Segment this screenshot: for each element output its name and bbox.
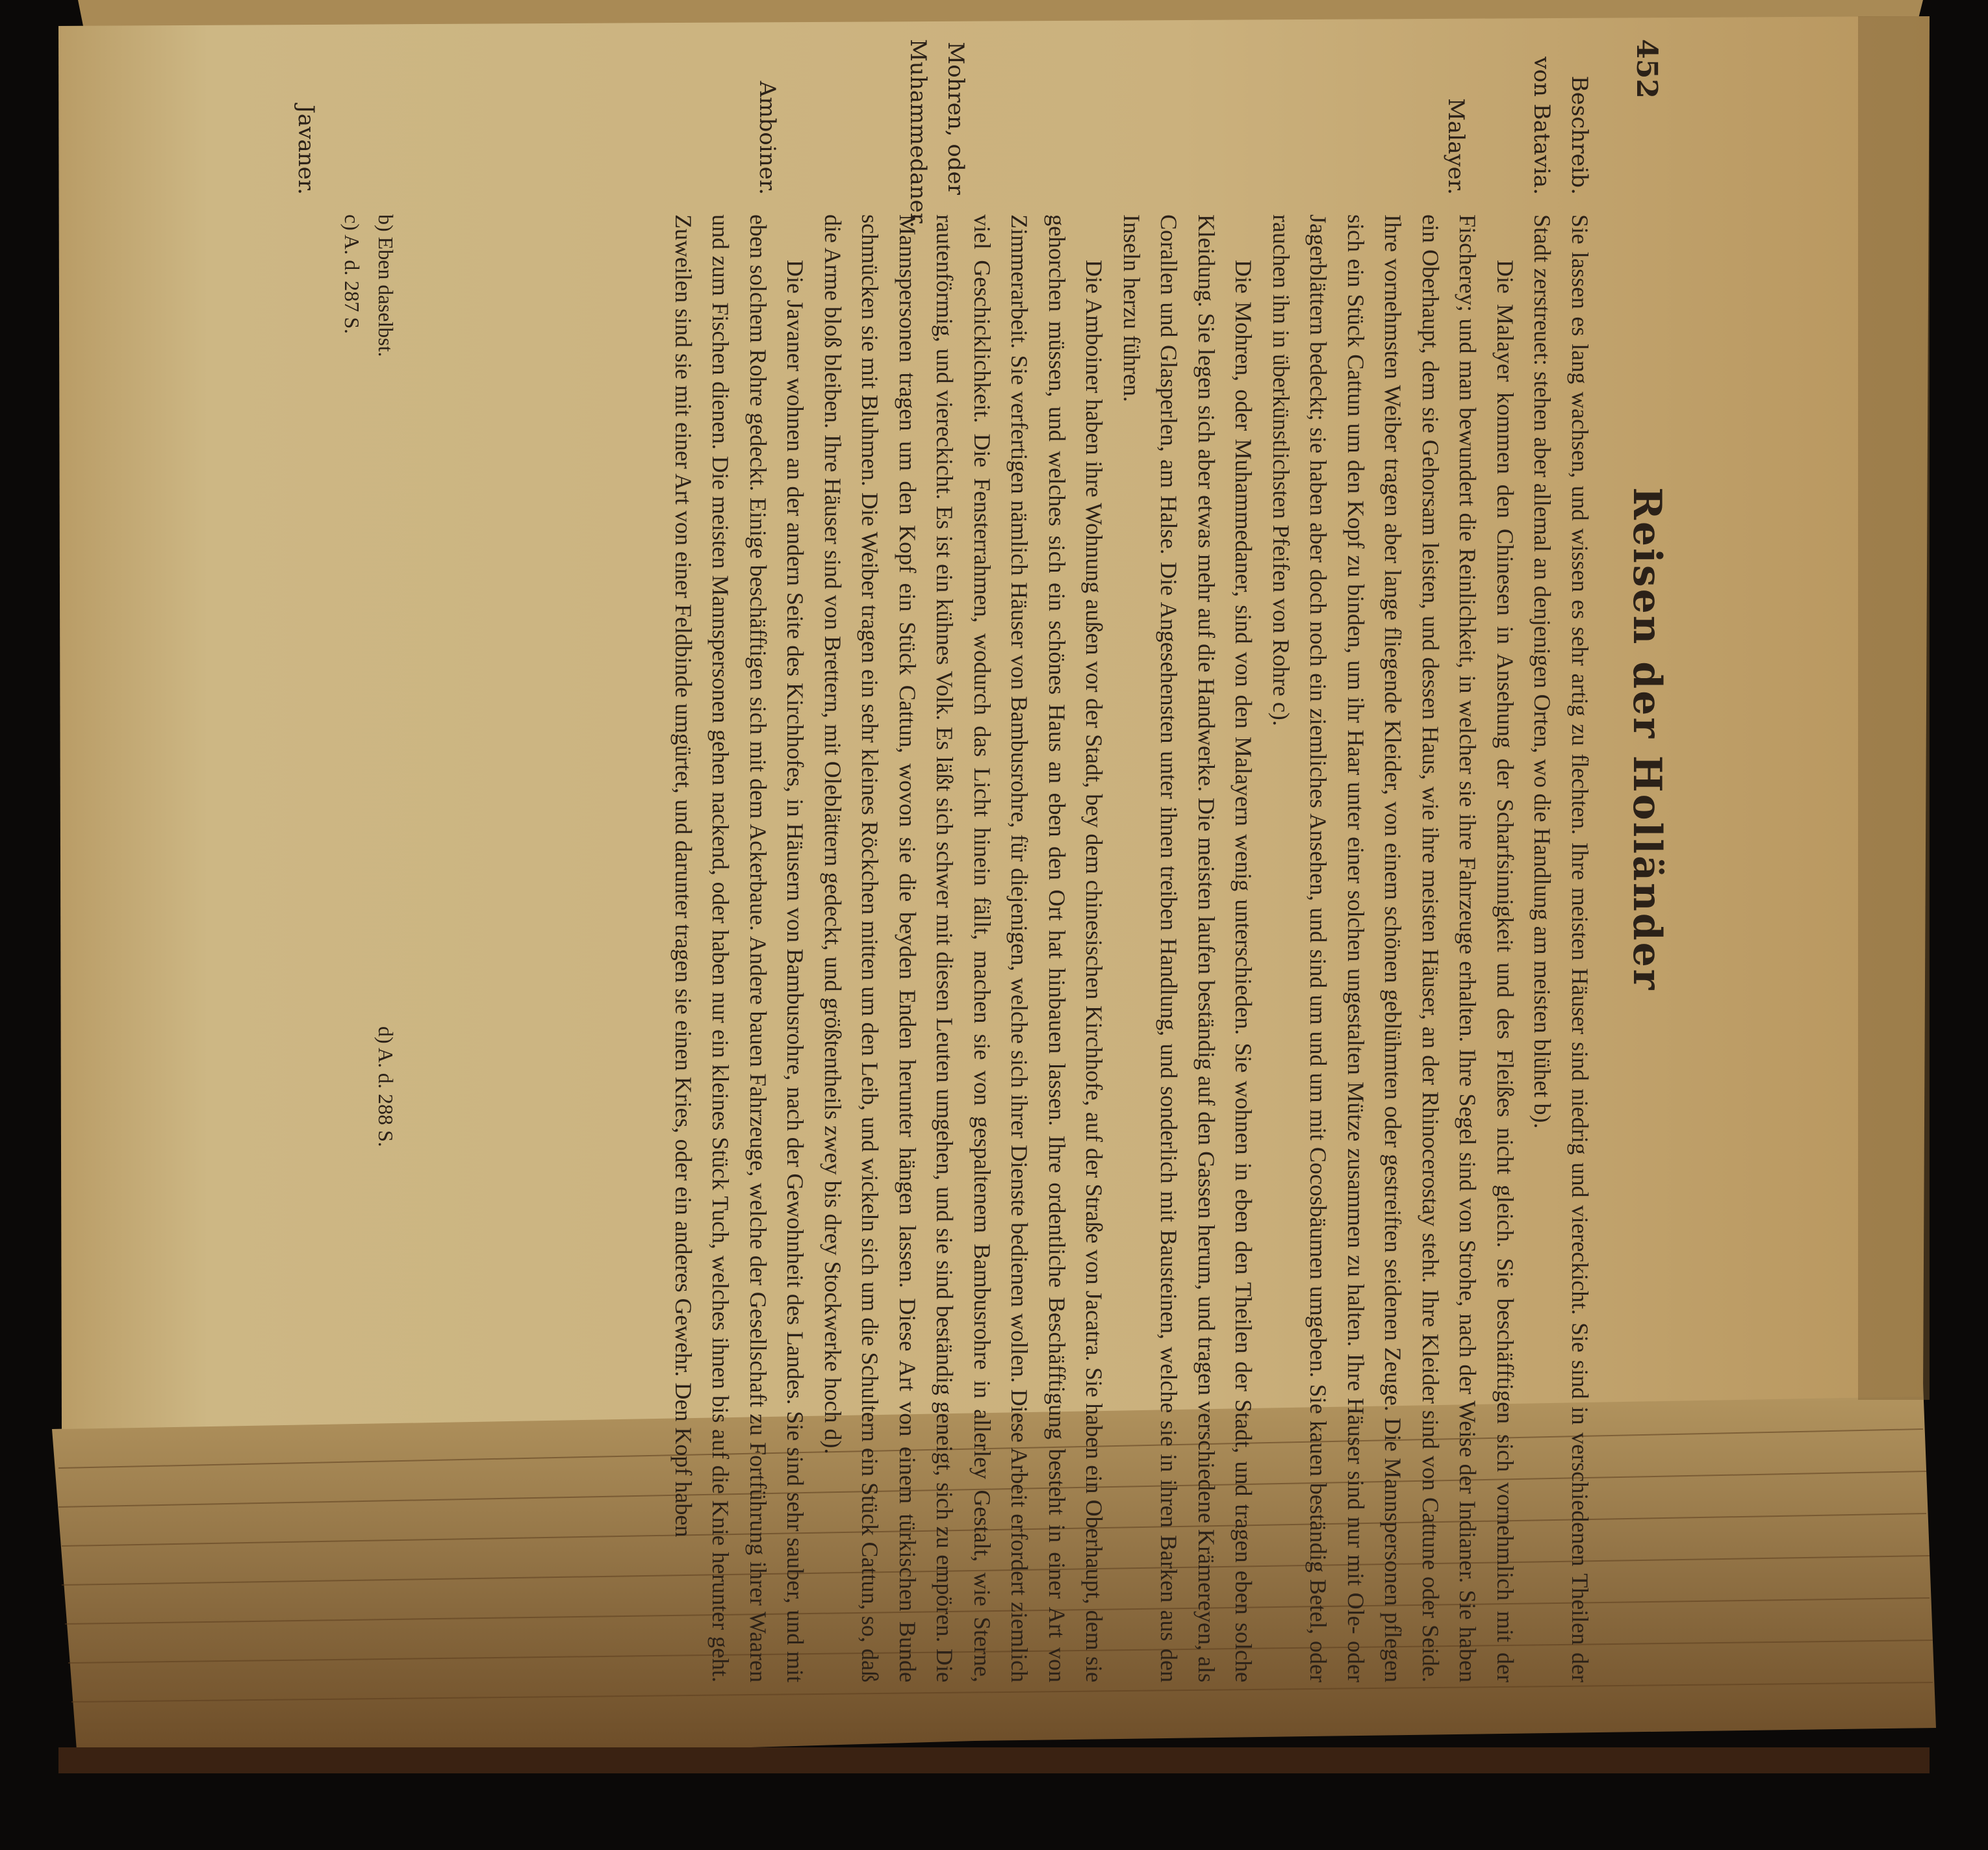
margin-note-mohren: Mohren, oder Muhammedaner.	[905, 39, 969, 228]
margin-note-malayer: Malayer.	[1443, 98, 1469, 195]
running-head: Reisen der Holländer	[1624, 487, 1670, 992]
paragraph: Sie lassen es lang wachsen, und wissen es sehr artig zu flechten. Ihre meisten Häuser sind niedrig und viereckicht. Sie sind in verschiedenen Theilen der Stadt zerstreuet: stehen aber allemal an denjenigen Orten, wo die Handlung am meisten blühet b).	[1529, 214, 1593, 1682]
footnote-text: A. d. 288 S.	[374, 1047, 398, 1147]
paragraph: Die Javaner wohnen an der andern Seite des Kirchhofes, in Häusern von Bambusrohre, nach der Gewohnheit des Landes. Sie sind sehr sauber, und mit eben solchem Rohre gedeckt. Einige beschäfftigen sich mit dem Ackerbaue. Andere bauen Fahrzeuge, welche der Gesellschaft zu Fortführung ihrer Waaren und zum Fischen dienen. Die meisten Mannspersonen gehen nackend, oder haben nur ein kleines Stück Tuch, welches ihnen bis auf die Knie herunter geht. Zuweilen sind sie mit einer Art von einer Feldbinde umgürtet, und darunter tragen sie einen Kries, oder ein anderes Gewehr. Den Kopf haben	[670, 214, 809, 1682]
page-header	[1618, 39, 1689, 1702]
footnote-text: A. d. 287 S.	[340, 234, 364, 334]
book-cover-edge	[58, 1747, 1930, 1773]
footnote-mark: b)	[374, 214, 398, 232]
paragraph: Die Amboiner haben ihre Wohnung außen vor der Stadt, bey dem chinesischen Kirchhofe, auf der Straße von Jacatra. Sie haben ein Oberhaupt, dem sie gehorchen müssen, und welches sich ein schönes Haus an eben den Ort hat hinbauen lassen. Ihre ordentliche Beschäfftigung besteht in einer Art von Zimmerarbeit. Sie verfertigen nämlich Häuser von Bambusrohre, für diejenigen, welche sich ihrer Dienste bedienen wollen. Diese Arbeit erfordert ziemlich viel Geschicklichkeit. Die Fensterrahmen, wodurch das Licht hinein fällt, machen sie von gespaltenem Bambusrohre in allerley Gestalt, wie Sterne, rautenförmig, und viereckicht. Es ist ein kühnes Volk. Es läßt sich schwer mit diesen Leuten umgehen, und sie sind beständig geneigt, sich zu empören. Die Mannspersonen tragen um den Kopf ein Stück Cattun, wovon sie die beyden Enden herunter hängen lassen. Diese Art von einem türkischen Bunde schmücken sie mit Bluhmen. Die Weiber tragen ein sehr kleines Röckchen mitten um den Leib, und wickeln sich um die Schultern ein Stück Cattun, so, daß die Arme bloß bleiben. Ihre Häuser sind von Brettern, mit Oleblättern gedeckt, und größtentheils zwey bis drey Stockwerke hoch d).	[820, 214, 1108, 1682]
footnote-column-left	[335, 214, 403, 357]
gutter-shadow	[1858, 16, 1930, 1400]
footnote-text: Eben daselbst.	[374, 236, 398, 357]
footnote-column-right	[369, 1026, 403, 1147]
footnote	[335, 214, 369, 357]
footnotes	[273, 214, 403, 1682]
footnote-mark: d)	[374, 1026, 398, 1044]
margin-note-javaner: Javaner.	[293, 105, 319, 195]
footnote-mark: c)	[340, 214, 364, 231]
footnote	[369, 1026, 403, 1147]
footnote	[369, 214, 403, 357]
margin-note-batavia: Beschreib. von Batavia.	[1529, 57, 1592, 195]
margin-note-amboiner: Amboiner.	[754, 81, 780, 195]
paragraph: Die Mohren, oder Muhammedaner, sind von den Malayern wenig unterschieden. Sie wohnen in eben den Theilen der Stadt, und tragen eben solche Kleidung. Sie legen sich aber etwas mehr auf die Handwerke. Die meisten laufen beständig auf den Gassen herum, und tragen verschiedene Krämereyen, als Corallen und Glasperlen, am Halse. Die Angesehensten unter ihnen treiben Handlung, und sonderlich mit Bausteinen, welche sie in ihren Barken aus den Inseln herzu führen.	[1119, 214, 1257, 1682]
page-number: 452	[1630, 39, 1663, 99]
body-text	[665, 214, 1599, 1682]
printed-page	[32, 39, 1689, 1702]
paragraph: Die Malayer kommen den Chinesen in Ansehung der Scharfsinnigkeit und des Fleißes nicht gleich. Sie beschäfftigen sich vornehmlich mit der Fischerey; und man bewundert die Reinlichkeit, in welcher sie ihre Fahrzeuge erhalten. Ihre Segel sind von Strohe, nach der Weise der Indianer. Sie haben ein Oberhaupt, dem sie Gehorsam leisten, und dessen Haus, wie ihre meisten Häuser, an der Rhinocerostay steht. Ihre Kleider sind von Cattune oder Seide. Ihre vornehmsten Weiber tragen aber lange fliegende Kleider, von einem schönen geblühmten oder gestreiften seidenen Zeuge. Die Mannspersonen pflegen sich ein Stück Cattun um den Kopf zu binden, um ihr Haar unter einer solchen ungestalten Mütze zusammen zu halten. Ihre Häuser sind nur mit Ole- oder Jagerblättern bedeckt; sie haben aber doch noch ein ziemliches Ansehen, und sind um und um mit Cocosbäumen umgeben. Sie kauen beständig Betel, oder rauchen ihn in überkünstlichsten Pfeifen von Rohre c).	[1268, 214, 1518, 1682]
